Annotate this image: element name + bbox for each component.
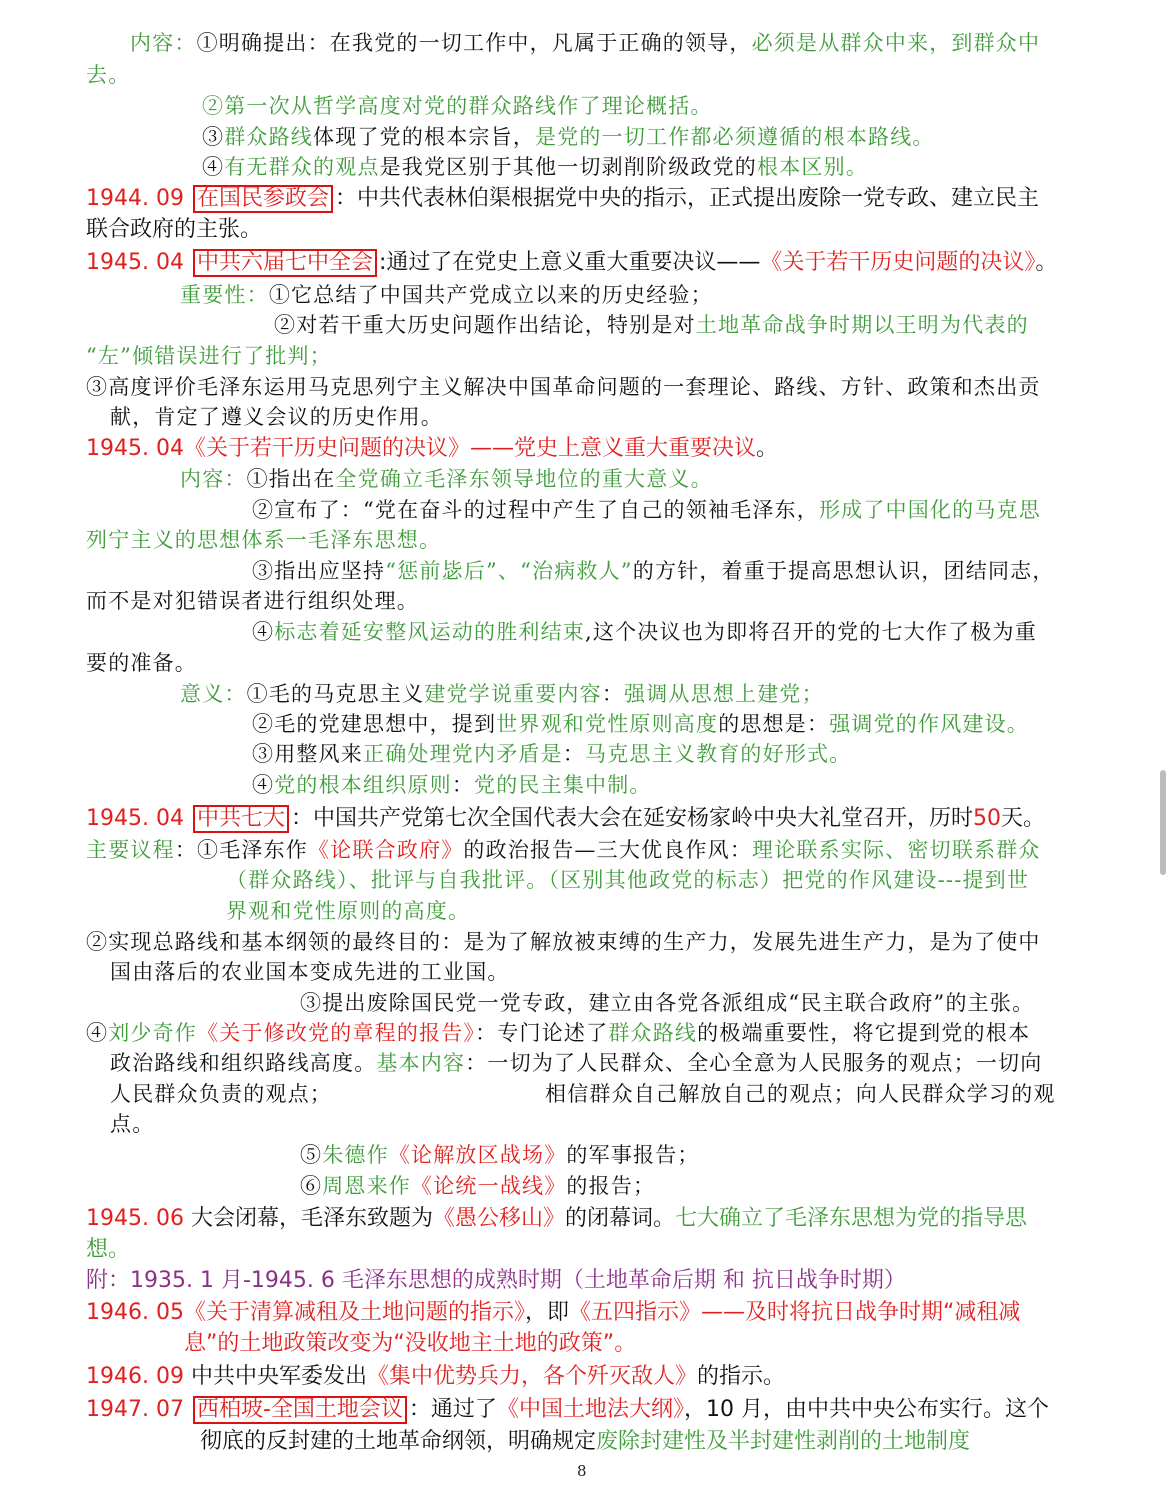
highlight-span: 党的民主集中制。 <box>474 773 652 797</box>
highlight-span: 党的根本组织原则 <box>274 773 452 797</box>
highlight-span: 息”的土地政策改 <box>184 1331 350 1356</box>
section-label: 重要性： <box>180 283 269 307</box>
text-line <box>86 808 1045 830</box>
text-line <box>300 1176 655 1197</box>
text-line: 想。 <box>86 1237 131 1262</box>
highlight-span: 《中国土地法大纲》 <box>496 1397 684 1422</box>
text-span: :通过了在党史上意义重大重要决议—— <box>378 250 761 275</box>
date-label: 1947. 07 <box>86 1397 184 1422</box>
text-line <box>110 1053 1042 1074</box>
text-line <box>274 315 1029 336</box>
text-line <box>86 840 1041 861</box>
boxed-keyword: 在国民参政会 <box>193 185 333 213</box>
text-span: ，即 <box>524 1300 569 1325</box>
text-span: 体现了党的根本宗旨， <box>313 125 536 149</box>
highlight-span: 强调从思想上建党； <box>624 682 824 706</box>
text-line <box>180 469 713 490</box>
text-span: ⑤ <box>300 1143 323 1167</box>
text-line <box>200 1431 970 1453</box>
highlight-span: 《关于若干历史问题的决议》 <box>760 250 1036 275</box>
text-line: ②第一次从哲学高度对党的群众路线作了理论概括。 <box>202 94 713 118</box>
highlight-span: 全党确立毛泽东领导地位的重大意义。 <box>335 467 713 491</box>
text-line: 点。 <box>110 1112 155 1136</box>
text-line <box>252 561 1055 582</box>
text-span: ：一切为了人民群众、全心全意为人民服务的观点；一切向 <box>465 1051 1043 1075</box>
text-line <box>202 127 935 148</box>
text-line: ③高度评价毛泽东运用马克思列宁主义解决中国革命问题的一套理论、路线、方针、政策和杰出贡 <box>86 375 1041 399</box>
highlight-span: 群众路线 <box>608 1021 698 1045</box>
date-label: 1946. 09 <box>86 1364 184 1389</box>
text-line <box>86 1399 1049 1421</box>
section-label: 主要议程 <box>86 838 175 862</box>
boxed-keyword: 中共七大 <box>193 805 289 833</box>
date-label: 1945. 06 <box>86 1206 184 1231</box>
highlight-span: 形成了中国化的马克思 <box>818 498 1041 522</box>
text-line: 界观和党性原则的高度。 <box>226 899 471 923</box>
highlight-span: 《关于清算减租及土地问题的指示》 <box>183 1300 525 1325</box>
text-span: 的闭幕词。 <box>564 1206 675 1231</box>
highlight-span: 世界观和党性原则高度 <box>496 712 719 736</box>
highlight-span: 《论统一战线》 <box>411 1174 567 1198</box>
text-span: 是我党区别于其他一切剥削阶级政党的 <box>379 155 758 179</box>
text-line <box>86 1023 1030 1044</box>
text-span: 的方针，着重于提高思想认识，团结同志， <box>632 559 1055 583</box>
highlight-span: 标志着延安整风运动的胜利结束 <box>274 620 586 644</box>
highlight-span: 朱德作 <box>322 1143 389 1167</box>
section-label: 内容： <box>130 31 197 55</box>
text-span: 天。 <box>1001 806 1046 831</box>
text-span: ： <box>451 773 475 797</box>
text-span: ，10 月，由中共中央公布实行。这个 <box>683 1397 1049 1422</box>
text-line: 列宁主义的思想体系一毛泽东思想。 <box>86 528 442 552</box>
text-span: 大会闭幕，毛泽东致题为 <box>183 1206 433 1231</box>
highlight-span: 强调党的作风建设。 <box>829 712 1030 736</box>
text-line <box>86 1302 1020 1324</box>
highlight-span: 刘少奇作 <box>108 1021 198 1045</box>
text-line <box>86 252 1057 274</box>
highlight-span: 正确处理党内矛盾是 <box>363 742 563 766</box>
highlight-span: 50 <box>973 806 1001 831</box>
text-span: ：中国共产党第七次全国代表大会在延安杨家岭中央大礼堂召开，历时 <box>290 806 973 831</box>
highlight-span: 《关于若干历史问题的决议》——党史上意义重大重要决议 <box>183 436 756 461</box>
text-span: ①明确提出：在我党的一切工作中，凡属于正确的领导， <box>196 31 752 55</box>
text-span: ①指出在 <box>246 467 336 491</box>
highlight-span: 有无群众的观点 <box>224 155 380 179</box>
highlight-span: 必须是从群众中来，到群众中 <box>751 31 1041 55</box>
text-line <box>252 622 1037 643</box>
text-span: ：通过了 <box>408 1397 497 1422</box>
text-line: 去。 <box>86 63 131 87</box>
highlight-span: 是党的一切工作都必须遵循的根本路线。 <box>535 125 935 149</box>
text-line <box>86 1208 1027 1230</box>
highlight-span: 《愚公移山》 <box>432 1206 565 1231</box>
text-span: ②宣布了：“党在奋斗的过程中产生了自己的领袖毛泽东， <box>252 498 819 522</box>
text-line <box>252 714 1029 735</box>
highlight-span: 建党学说重要内容 <box>424 682 602 706</box>
page-number: 8 <box>577 1462 587 1480</box>
text-span: 的极端重要性，将它提到党的根本 <box>697 1021 1031 1045</box>
section-label: 意义： <box>180 682 247 706</box>
section-label: 内容： <box>180 467 247 491</box>
text-line <box>180 684 824 705</box>
text-span: ：中共代表林伯渠根据党中央的指示，正式提出废除一党专政、建立民主 <box>334 186 1039 211</box>
highlight-span: 《关于修改党的章程的报告》 <box>197 1021 476 1045</box>
text-line <box>202 157 868 178</box>
highlight-span: 《集中优势兵力，各个歼灭敌人》 <box>366 1364 697 1389</box>
text-span: 中共中央军委发出 <box>183 1364 367 1389</box>
text-span: ④ <box>202 155 225 179</box>
text-line: ②实现总路线和基本纲领的最终目的：是为了解放被束缚的生产力，发展先进生产力，是为了使中 <box>86 930 1041 954</box>
text-line: 献，肯定了遵义会议的历史作用。 <box>110 405 443 429</box>
text-span: 的政治报告—三大优良作风： <box>463 838 753 862</box>
text-span: 的思想是： <box>718 712 830 736</box>
text-span: ④ <box>86 1021 109 1045</box>
text-line <box>184 1333 636 1355</box>
text-span: ②对若干重大历史问题作出结论，特别是对 <box>274 313 696 337</box>
text-line <box>86 438 778 460</box>
date-label: 1945. 04 <box>86 250 184 275</box>
text-span: ： <box>601 682 625 706</box>
highlight-span: 七大确立了毛泽东思想为党的指导思 <box>675 1206 1028 1231</box>
text-span: 。 <box>755 436 778 461</box>
highlight-span: ——及时将抗日战争时期“减租减 <box>701 1300 1021 1325</box>
text-span: ④ <box>252 620 275 644</box>
text-span: ： <box>562 742 586 766</box>
text-line: 联合政府的主张。 <box>86 217 263 242</box>
boxed-keyword: 西柏坡-全国土地会议 <box>193 1396 407 1424</box>
highlight-span: 变为“没收地主土地的政策”。 <box>349 1331 637 1356</box>
text-line: 要的准备。 <box>86 651 197 675</box>
text-line: （群众路线）、批评与自我批评。（区别其他政党的标志）把党的作风建设---提到世 <box>226 868 1030 892</box>
text-line <box>180 285 713 306</box>
text-line <box>86 188 1039 210</box>
text-span: ①它总结了中国共产党成立以来的历史经验； <box>268 283 713 307</box>
text-span: ：①毛泽东作 <box>174 838 309 862</box>
date-label: 1944. 09 <box>86 186 184 211</box>
text-span: ③指出应坚持 <box>252 559 386 583</box>
highlight-span: 基本内容 <box>376 1051 466 1075</box>
highlight-span: 《论解放区战场》 <box>388 1143 567 1167</box>
date-label: 1946. 05 <box>86 1300 184 1325</box>
text-span: ,这个决议也为即将召开的党的七大作了极为重 <box>585 620 1037 644</box>
text-line: 人民群众负责的观点； <box>110 1082 332 1106</box>
text-line: “左”倾错误进行了批判； <box>86 344 332 368</box>
appendix-note: 附：1935. 1 月-1945. 6 毛泽东思想的成熟时期（土地革命后期 和 抗日战争时期） <box>86 1268 906 1293</box>
highlight-span: 周恩来作 <box>322 1174 412 1198</box>
text-span: 。 <box>1035 250 1058 275</box>
highlight-span: 根本区别。 <box>757 155 869 179</box>
date-label: 1945. 04 <box>86 806 184 831</box>
text-span: ：专门论述了 <box>475 1021 609 1045</box>
text-span: ④ <box>252 773 275 797</box>
text-line <box>130 33 1040 54</box>
highlight-span: 废除封建性及半封建性剥削的土地制度 <box>596 1429 971 1454</box>
highlight-span: 马克思主义教育的好形式。 <box>585 742 852 766</box>
text-line <box>252 500 1041 521</box>
text-span: 的军事报告； <box>566 1143 700 1167</box>
text-span: ⑥ <box>300 1174 323 1198</box>
text-line: 而不是对犯错误者进行组织处理。 <box>86 589 419 613</box>
text-span: ②毛的党建思想中，提到 <box>252 712 497 736</box>
text-line <box>252 744 851 765</box>
text-line <box>86 1366 785 1388</box>
highlight-span: 《五四指示》 <box>569 1300 702 1325</box>
text-line: 国由落后的农业国本变成先进的工业国。 <box>110 960 510 984</box>
text-span: 彻底的反封建的土地革命纲领，明确规定 <box>200 1429 597 1454</box>
text-line: ③提出废除国民党一党专政，建立由各党各派组成“民主联合政府”的主张。 <box>300 991 1035 1015</box>
highlight-span: 土地革命战争时期以王明为代表的 <box>695 313 1029 337</box>
text-line <box>300 1145 700 1166</box>
text-span: 的指示。 <box>696 1364 785 1389</box>
text-span: ①毛的马克思主义 <box>246 682 425 706</box>
text-line: 相信群众自己解放自己的观点；向人民群众学习的观 <box>545 1082 1056 1106</box>
highlight-span: “惩前毖后”、“治病救人” <box>385 559 633 583</box>
highlight-span: 理论联系实际、密切联系群众 <box>752 838 1041 862</box>
text-span: ③用整风来 <box>252 742 363 766</box>
text-span: 的报告； <box>566 1174 656 1198</box>
text-span: ③ <box>202 125 225 149</box>
highlight-span: 《论联合政府》 <box>308 838 464 862</box>
text-line <box>252 775 652 796</box>
date-label: 1945. 04 <box>86 436 184 461</box>
boxed-keyword: 中共六届七中全会 <box>193 249 377 277</box>
highlight-span: 群众路线 <box>224 125 314 149</box>
text-span: 政治路线和组织路线高度。 <box>110 1051 377 1075</box>
scrollbar-thumb[interactable] <box>1160 770 1166 875</box>
